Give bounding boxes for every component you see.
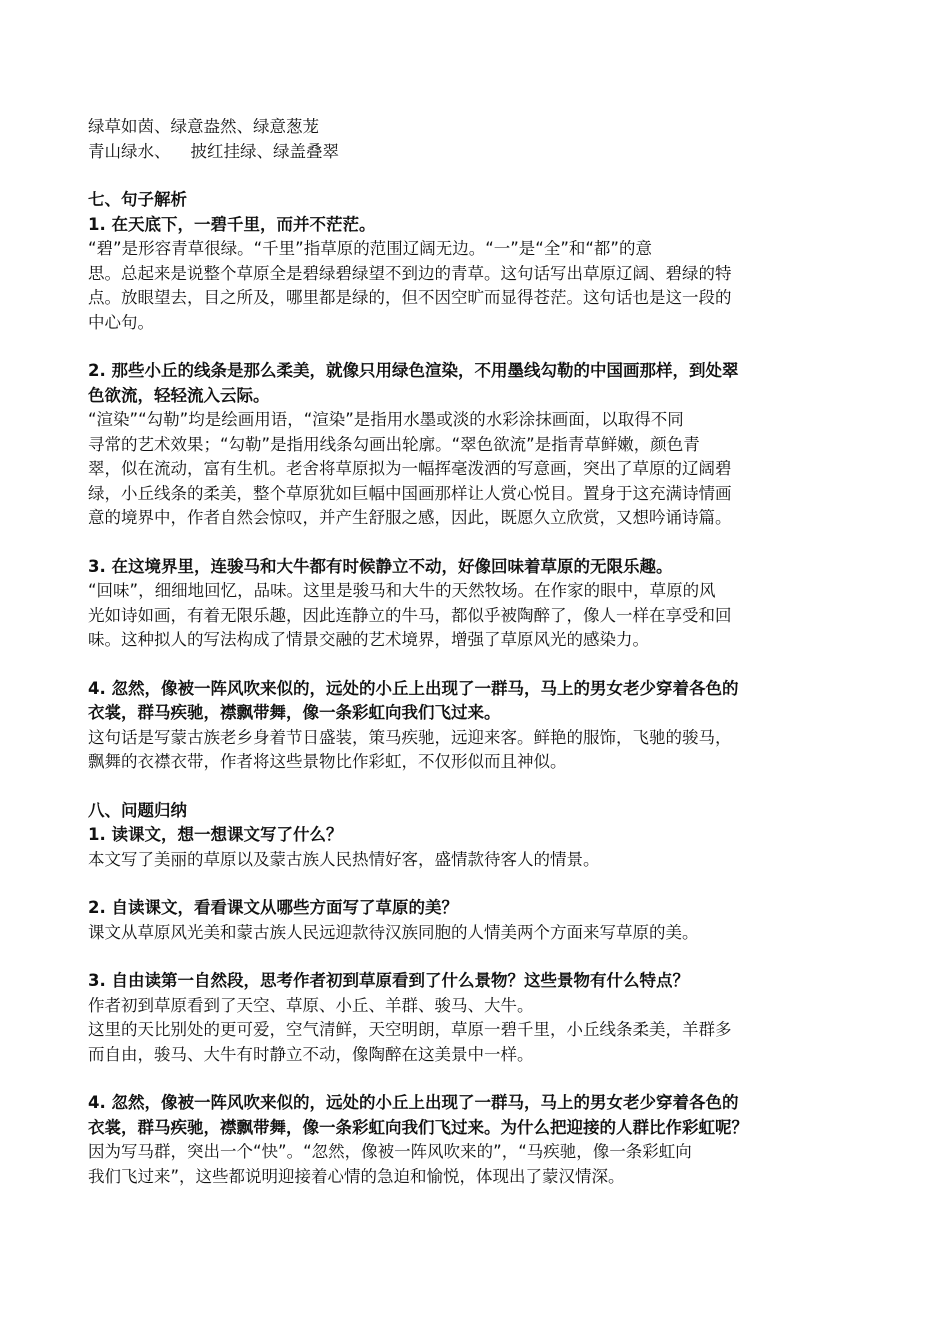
intro-line-2-part-a: 青山绿水、	[88, 141, 171, 161]
answer-line: 翠，似在流动，富有生机。老舍将草原拟为一幅挥毫泼洒的写意画，突出了草原的辽阔碧	[88, 459, 732, 478]
question-line: 3. 自由读第一自然段，思考作者初到草原看到了什么景物？这些景物有什么特点？	[88, 971, 689, 990]
analysis-item	[88, 677, 862, 775]
answer-line: 作者初到草原看到了天空、草原、小丘、羊群、骏马、大牛。	[88, 995, 534, 1015]
question-item	[88, 823, 862, 872]
answer-line: 绿，小丘线条的柔美，整个草原犹如巨幅中国画那样让人赏心悦目。置身于这充满诗情画	[88, 483, 732, 503]
question-line: 4. 忽然，像被一阵风吹来似的，远处的小丘上出现了一群马，马上的男女老少穿着各色的	[88, 678, 739, 698]
answer-line: 这句话是写蒙古族老乡身着节日盛装，策马疾驰，远迎来客。鲜艳的服饰，飞驰的骏马，	[88, 727, 732, 747]
answer-line: “回味”，细细地回忆，品味。这里是骏马和大牛的天然牧场。在作家的眼中，草原的风	[88, 581, 716, 600]
question-item	[88, 896, 862, 945]
question-line: 色欲流，轻轻流入云际。	[88, 385, 270, 405]
answer-line: 课文从草原风光美和蒙古族人民远迎款待汉族同胞的人情美两个方面来写草原的美。	[88, 922, 699, 942]
section-sentence-analysis	[88, 188, 862, 775]
section-question-summary	[88, 799, 862, 1190]
answer-line: 思。总起来是说整个草原全是碧绿碧绿望不到边的青草。这句话写出草原辽阔、碧绿的特	[88, 263, 732, 283]
question-item	[88, 1091, 862, 1189]
intro-line-1: 绿草如茵、绿意盎然、绿意葱茏	[88, 117, 319, 136]
answer-line: 我们飞过来”，这些都说明迎接着心情的急迫和愉悦，体现出了蒙汉情深。	[88, 1166, 625, 1186]
answer-line: 点。放眼望去，目之所及，哪里都是绿的，但不因空旷而显得苍茫。这句话也是这一段的	[88, 288, 732, 307]
answer-line: 光如诗如画，有着无限乐趣，因此连静立的牛马，都似乎被陶醉了，像人一样在享受和回	[88, 605, 732, 625]
answer-line: 寻常的艺术效果；“勾勒”是指用线条勾画出轮廓。“翠色欲流”是指青草鲜嫩，颜色青	[88, 434, 700, 454]
intro-block	[88, 115, 862, 164]
answer-line: “渲染”“勾勒”均是绘画用语，“渲染”是指用水墨或淡的水彩涂抹画面，以取得不同	[88, 410, 684, 429]
section-heading: 七、句子解析	[88, 190, 187, 209]
question-line: 1. 在天底下，一碧千里，而并不茫茫。	[88, 214, 376, 234]
answer-line: 中心句。	[88, 312, 154, 332]
analysis-item	[88, 555, 862, 653]
answer-line: 而自由，骏马、大牛有时静立不动，像陶醉在这美景中一样。	[88, 1044, 534, 1064]
answer-line: 意的境界中，作者自然会惊叹，并产生舒服之感，因此，既愿久立欣赏，又想吟诵诗篇。	[88, 508, 732, 527]
analysis-item	[88, 213, 862, 336]
intro-line-2	[88, 140, 862, 165]
answer-line: 本文写了美丽的草原以及蒙古族人民热情好客，盛情款待客人的情景。	[88, 849, 600, 869]
answer-line: 飘舞的衣襟衣带，作者将这些景物比作彩虹，不仅形似而且神似。	[88, 752, 567, 771]
question-line: 1. 读课文，想一想课文写了什么？	[88, 825, 343, 844]
question-line: 2. 自读课文，看看课文从哪些方面写了草原的美？	[88, 898, 458, 917]
answer-line: 因为写马群，突出一个“快”。“忽然，像被一阵风吹来的”，“马疾驰，像一条彩虹向	[88, 1142, 692, 1161]
question-line: 3. 在这境界里，连骏马和大牛都有时候静立不动，好像回味着草原的无限乐趣。	[88, 556, 673, 576]
intro-line-2-part-b: 披红挂绿、绿盖叠翠	[190, 141, 339, 161]
analysis-item	[88, 359, 862, 531]
answer-line: 这里的天比别处的更可爱，空气清鲜，天空明朗，草原一碧千里，小丘线条柔美，羊群多	[88, 1020, 732, 1039]
question-line: 衣裳，群马疾驰，襟飘带舞，像一条彩虹向我们飞过来。	[88, 703, 501, 722]
question-item	[88, 969, 862, 1067]
question-line: 衣裳，群马疾驰，襟飘带舞，像一条彩虹向我们飞过来。为什么把迎接的人群比作彩虹呢？	[88, 1117, 748, 1137]
answer-line: “碧”是形容青草很绿。“千里”指草原的范围辽阔无边。“一”是“全”和“都”的意	[88, 239, 652, 258]
section-heading: 八、问题归纳	[88, 800, 187, 820]
answer-line: 味。这种拟人的写法构成了情景交融的艺术境界，增强了草原风光的感染力。	[88, 630, 649, 649]
question-line: 4. 忽然，像被一阵风吹来似的，远处的小丘上出现了一群马，马上的男女老少穿着各色的	[88, 1093, 739, 1112]
question-line: 2. 那些小丘的线条是那么柔美，就像只用绿色渲染，不用墨线勾勒的中国画那样，到处翠	[88, 361, 739, 380]
